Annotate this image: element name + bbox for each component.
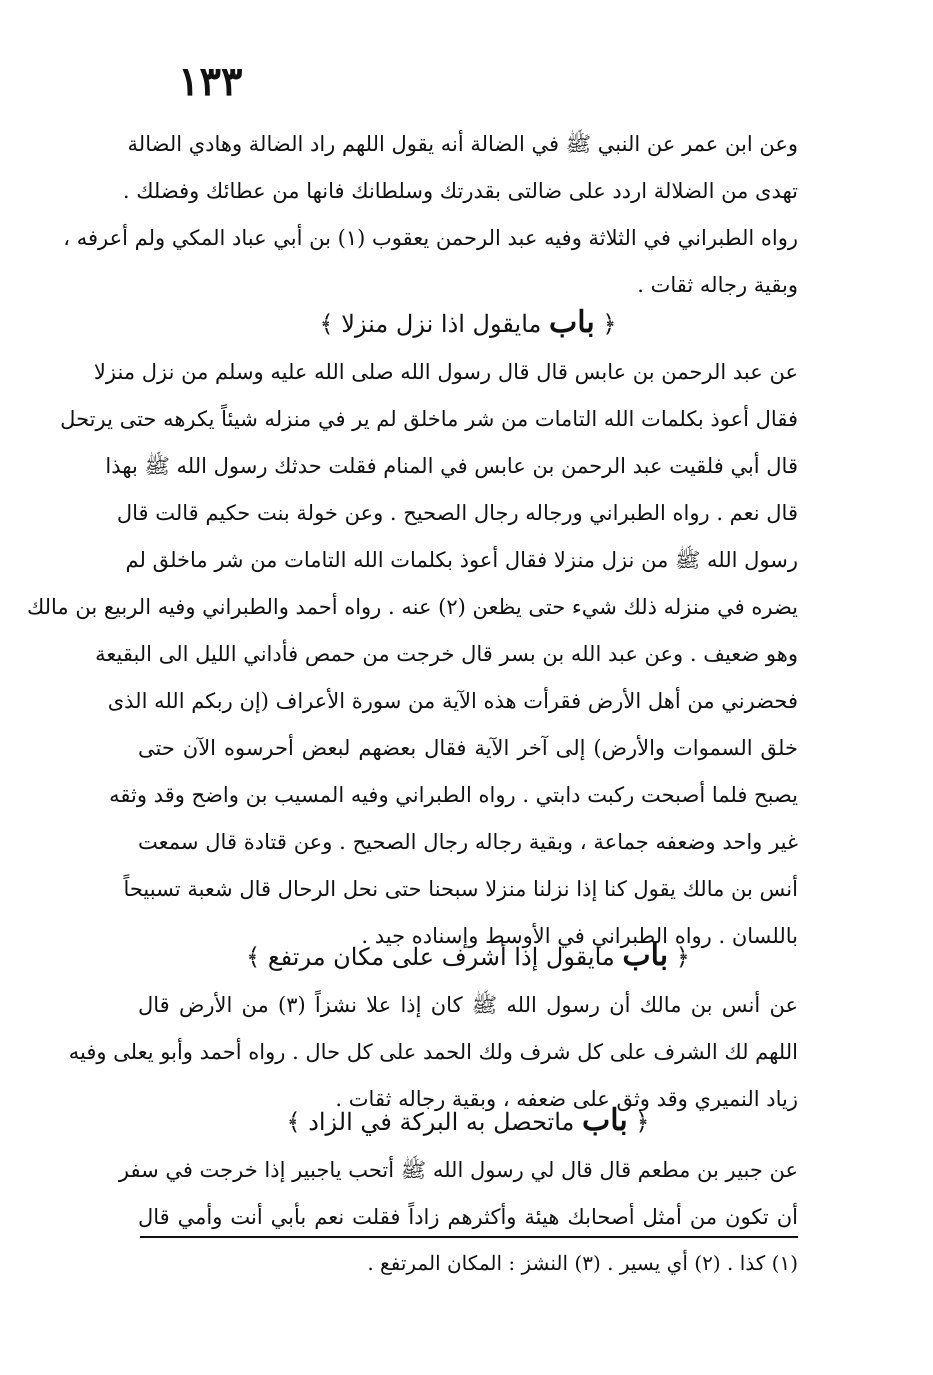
text-line: زياد النميري وقد وثق على ضعفه ، وبقية رجاله ثقات . — [335, 1087, 798, 1111]
section-baraka-zad — [118, 1095, 798, 1241]
footnotes: (١) كذا . (٢) أي يسير . (٣) النشز : المكان المرتفع . — [367, 1251, 798, 1275]
text-line: وبقية رجاله ثقات . — [637, 273, 798, 297]
text-line: عن عبد الرحمن بن عابس قال قال رسول الله صلى الله عليه وسلم من نزل منزلا — [93, 360, 798, 384]
text-line: أن تكون من أمثل أصحابك هيئة وأكثرهم زاداً فقلت نعم بأبي أنت وأمي قال — [138, 1205, 798, 1229]
text-line: تهدى من الضلالة اردد على ضالتى بقدرتك وسلطانك فانها من عطائك وفضلك . — [122, 179, 798, 203]
text-line: وهو ضعيف . وعن عبد الله بن بسر قال خرجت من حمص فأداني الليل الى البقيعة — [95, 642, 798, 666]
text-line: عن جبير بن مطعم قال قال لي رسول الله ﷺ أتحب ياجبير إذا خرجت في سفر — [118, 1158, 798, 1182]
section-nazala-manzila — [26, 297, 798, 960]
heading-title: ماتحصل به البركة في الزاد — [308, 1108, 575, 1136]
text-line: غير واحد وضعفه جماعة ، وبقية رجاله رجال الصحيح . وعن قتادة قال سمعت — [138, 830, 798, 854]
text-line: قال أبي فلقيت عبد الرحمن بن عابس في المنام فقلت حدثك رسول الله ﷺ بهذا — [105, 454, 798, 478]
text-line: وعن ابن عمر عن النبي ﷺ في الضالة أنه يقول اللهم راد الضالة وهادي الضالة — [127, 132, 798, 156]
text-line: عن أنس بن مالك أن رسول الله ﷺ كان إذا علا نشزاً (٣) من الأرض قال — [138, 993, 798, 1017]
text-line: يصبح فلما أصبحت ركبت دابتي . رواه الطبراني وفيه المسيب بن واضح وقد وثقه — [109, 783, 798, 807]
heading-title: مايقول إذا أشرف على مكان مرتفع — [267, 943, 615, 971]
text-line: اللهم لك الشرف على كل شرف ولك الحمد على كل حال . رواه أحمد وأبو يعلى وفيه — [68, 1040, 798, 1064]
section-heading: ﴿ باب مايقول اذا نزل منزلا ﴾ — [319, 305, 617, 340]
text-line: يضره في منزله ذلك شيء حتى يظعن (٢) عنه . رواه أحمد والطبراني وفيه الربيع بن مالك — [26, 595, 798, 619]
footnote-divider — [140, 1236, 798, 1238]
text-line: فحضرني من أهل الأرض فقرأت هذه الآية من سورة الأعراف (إن ربكم الله الذى — [107, 689, 798, 713]
section-heading: ﴿ باب ماتحصل به البركة في الزاد ﴾ — [286, 1103, 650, 1138]
paragraph-ibn-umar — [63, 121, 798, 309]
heading-title: مايقول اذا نزل منزلا — [341, 310, 542, 338]
text-line: رواه الطبراني في الثلاثة وفيه عبد الرحمن يعقوب (١) بن أبي عباد المكي ولم أعرفه ، — [63, 226, 798, 250]
section-heading: ﴿ باب مايقول إذا أشرف على مكان مرتفع ﴾ — [246, 938, 690, 973]
heading-bab-word: باب — [582, 1103, 628, 1138]
text-line: رسول الله ﷺ من نزل منزلا فقال أعوذ بكلمات الله التامات من شر ماخلق لم — [125, 548, 798, 572]
text-line: فقال أعوذ بكلمات الله التامات من شر ماخلق لم ير في منزله شيئاً يكرهه حتى يرتحل — [60, 407, 798, 431]
text-line: قال نعم . رواه الطبراني ورجاله رجال الصحيح . وعن خولة بنت حكيم قالت قال — [116, 501, 798, 525]
heading-bab-word: باب — [622, 938, 669, 973]
text-line: باللسان . رواه الطبراني في الأوسط وإسناده جيد . — [361, 924, 798, 948]
heading-bab-word: باب — [549, 305, 595, 340]
page-number: ١٣٣ — [178, 58, 243, 105]
text-line: أنس بن مالك يقول كنا إذا نزلنا منزلا سبحنا حتى نحل الرحال قال شعبة تسبيحاً — [123, 877, 798, 901]
text-line: خلق السموات والأرض) إلى آخر الآية فقال بعضهم لبعض أحرسوه الآن حتى — [138, 736, 798, 760]
